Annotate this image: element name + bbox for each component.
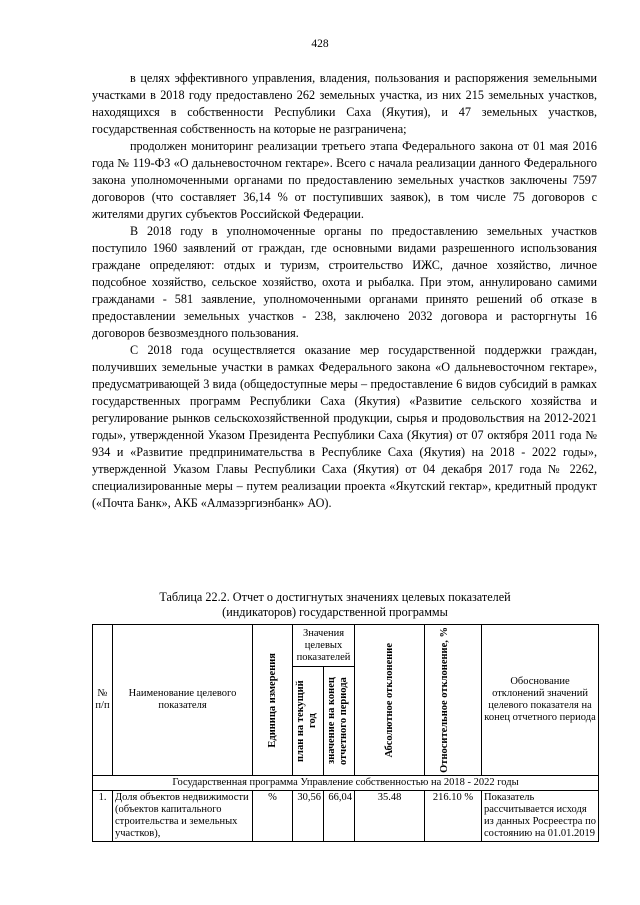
header-unit-label: Единица измерения bbox=[266, 652, 278, 748]
header-num: № п/п bbox=[93, 625, 113, 776]
paragraph-4: С 2018 года осуществляется оказание мер государственной поддержки граждан, получивших земельные участки в рамках Федерального закона «О дальневосточном гектаре», предусматривающей 3 вида (общедоступные меры – предоставление 6 видов субсидий в рамках государственных программ Республики Саха (Якутия) «Развитие сельского хозяйства и регулирование рынков сельскохозяйственной продукции, сырья и продовольствия на 2012-2021 годы», утвержденной Указом Президента Республики Саха (Якутия) от 07 октября 2011 года № 934 и «Развитие предпринимательства в Республике Саха (Якутия) на 2018 - 2022 годы», утвержденной Указом Главы Республики Саха (Якутия) от 04 декабря 2017 года № 2262, специализированные меры – путем реализации проекта «Якутский гектар», кредитный продукт («Почта Банк», АКБ «Алмазэргиэнбанк» АО). bbox=[92, 343, 597, 510]
header-actual-label: значение на конец отчетного периода bbox=[326, 677, 349, 766]
row-plan: 30,56 bbox=[293, 790, 324, 841]
page-number: 428 bbox=[311, 38, 329, 50]
table-caption: Таблица 22.2. Отчет о достигнутых значениях целевых показателей (индикаторов) государственной программы bbox=[159, 590, 511, 619]
header-plan-label: план на текущий год bbox=[295, 680, 318, 762]
row-unit: % bbox=[253, 790, 293, 841]
header-target-values: Значения целевых показателей bbox=[293, 625, 355, 667]
row-rel-dev: 216.10 % bbox=[425, 790, 482, 841]
header-name: Наименование целевого показателя bbox=[113, 625, 253, 776]
row-actual: 66,04 bbox=[324, 790, 355, 841]
indicators-table bbox=[92, 624, 599, 842]
section-title: Государственная программа Управление собственностью на 2018 - 2022 годы bbox=[93, 775, 599, 790]
paragraph-3: В 2018 году в уполномоченные органы по предоставлению земельных участков поступило 1960 заявлений от граждан, где основными видами разрешенного использования граждане определяют: отдых и туризм, строительство ИЖС, дачное хозяйство, личное подсобное хозяйство, сельское хозяйство, охота и рыбалка. При этом, аннулировано самими гражданами - 581 заявление, уполномоченными органами принято решений об отказе в предоставлении земельных участков - 238, заключено 2032 договора и расторгнуты 16 договоров безвозмездного пользования. bbox=[92, 224, 597, 340]
header-rel-dev-label: Относительное отклонение, % bbox=[439, 627, 451, 773]
paragraph-2: продолжен мониторинг реализации третьего этапа Федерального закона от 01 мая 2016 года № 119-ФЗ «О дальневосточном гектаре». Всего с начала реализации данного Федерального закона уполномоченными органами по предоставлению земельных участков заключены 7597 договоров (что составляет 36,14 % от поступивших заявок), в том числе 75 договоров с жителями других субъектов Российской Федерации. bbox=[92, 139, 597, 221]
header-rel-dev bbox=[425, 625, 482, 776]
row-name: Доля объектов недвижимости (объектов капитального строительства и земельных участков), bbox=[113, 790, 253, 841]
table-row bbox=[93, 790, 599, 841]
body-text bbox=[92, 70, 597, 512]
header-unit bbox=[253, 625, 293, 776]
header-abs-dev bbox=[355, 625, 425, 776]
row-abs-dev: 35.48 bbox=[355, 790, 425, 841]
header-justification: Обоснование отклонений значений целевого показателя на конец отчетного периода bbox=[482, 625, 599, 776]
paragraph-1: в целях эффективного управления, владения, пользования и распоряжения земельными участками в 2018 году предоставлено 262 земельных участка, из них 215 земельных участков, находящихся в собственности Республики Саха (Якутия), и 47 земельных участков, государственная собственность на которые не разграничена; bbox=[92, 71, 597, 136]
header-plan bbox=[293, 667, 324, 776]
header-abs-dev-label: Абсолютное отклонение bbox=[383, 642, 395, 758]
row-num: 1. bbox=[93, 790, 113, 841]
row-justification: Показатель рассчитывается исходя из данных Росреестра по состоянию на 01.01.2019 bbox=[482, 790, 599, 841]
header-actual bbox=[324, 667, 355, 776]
